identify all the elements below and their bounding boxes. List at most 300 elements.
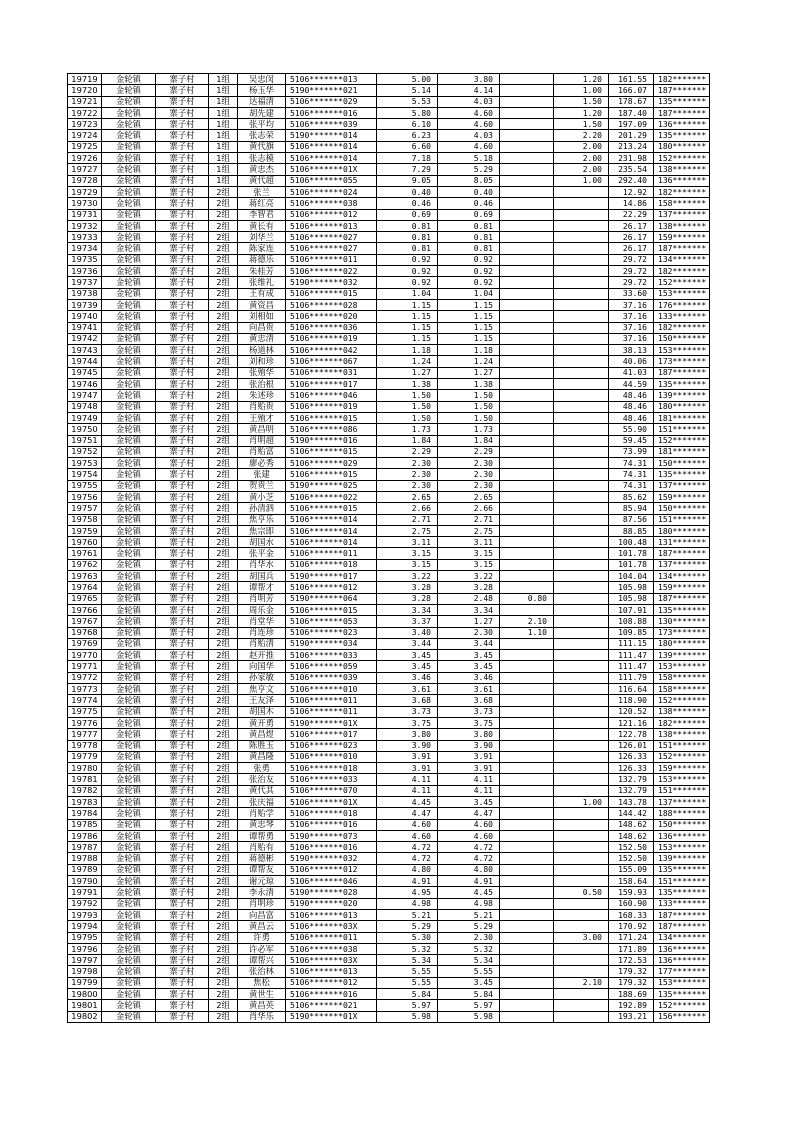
town-cell: 金轮镇	[102, 921, 156, 932]
table-row	[68, 198, 710, 209]
id-number-cell: 5190*******025	[286, 480, 377, 491]
amount-cell: 100.48	[609, 537, 654, 548]
area-b-cell	[500, 966, 554, 977]
area-b-cell	[500, 96, 554, 107]
village-cell: 寨子村	[156, 525, 209, 536]
table-row	[68, 797, 710, 808]
village-cell: 寨子村	[156, 797, 209, 808]
group-cell: 2组	[209, 1011, 238, 1022]
table-row	[68, 729, 710, 740]
name-cell: 张维礼	[238, 277, 286, 288]
id-number-cell: 5106*******03X	[286, 955, 377, 966]
table-row	[68, 288, 710, 299]
phone-cell: 152*******	[654, 435, 710, 446]
table-row	[68, 1000, 710, 1011]
group-cell: 2组	[209, 616, 238, 627]
amount-cell: 37.16	[609, 322, 654, 333]
table-row	[68, 525, 710, 536]
id-number-cell: 5106*******053	[286, 616, 377, 627]
phone-cell: 153*******	[654, 288, 710, 299]
phone-cell: 156*******	[654, 1011, 710, 1022]
amount-cell: 29.72	[609, 254, 654, 265]
area-c-cell	[554, 401, 609, 412]
village-cell: 寨子村	[156, 887, 209, 898]
table-row	[68, 830, 710, 841]
area-a-cell: 2.66	[438, 503, 500, 514]
area-a-cell: 3.28	[438, 582, 500, 593]
group-cell: 1组	[209, 85, 238, 96]
phone-cell: 182*******	[654, 266, 710, 277]
area-c-cell	[554, 311, 609, 322]
name-cell: 许勇	[238, 932, 286, 943]
area-b-cell	[500, 164, 554, 175]
serial-number-cell: 19745	[68, 367, 102, 378]
area-b-cell	[500, 525, 554, 536]
name-cell: 陈胜玉	[238, 740, 286, 751]
area-a-cell: 3.45	[438, 977, 500, 988]
town-cell: 金轮镇	[102, 616, 156, 627]
amount-cell: 121.16	[609, 717, 654, 728]
serial-number-cell: 19756	[68, 491, 102, 502]
serial-number-cell: 19747	[68, 390, 102, 401]
id-number-cell: 5106*******015	[286, 469, 377, 480]
id-number-cell: 5106*******022	[286, 491, 377, 502]
area-c-cell	[554, 277, 609, 288]
area-b-cell	[500, 1011, 554, 1022]
area-a-cell: 4.11	[438, 785, 500, 796]
phone-cell: 151*******	[654, 424, 710, 435]
total-area-cell: 0.81	[377, 232, 438, 243]
amount-cell: 33.60	[609, 288, 654, 299]
name-cell: 肖贻学	[238, 808, 286, 819]
area-a-cell: 4.14	[438, 85, 500, 96]
id-number-cell: 5106*******039	[286, 672, 377, 683]
town-cell: 金轮镇	[102, 593, 156, 604]
village-cell: 寨子村	[156, 277, 209, 288]
village-cell: 寨子村	[156, 198, 209, 209]
serial-number-cell: 19784	[68, 808, 102, 819]
group-cell: 2组	[209, 571, 238, 582]
id-number-cell: 5106*******038	[286, 943, 377, 954]
name-cell: 胡国兵	[238, 571, 286, 582]
id-number-cell: 5106*******015	[286, 446, 377, 457]
table-row	[68, 514, 710, 525]
serial-number-cell: 19798	[68, 966, 102, 977]
total-area-cell: 0.81	[377, 243, 438, 254]
id-number-cell: 5106*******010	[286, 751, 377, 762]
id-number-cell: 5106*******012	[286, 977, 377, 988]
area-b-cell	[500, 266, 554, 277]
area-c-cell	[554, 876, 609, 887]
phone-cell: 151*******	[654, 514, 710, 525]
serial-number-cell: 19783	[68, 797, 102, 808]
total-area-cell: 1.15	[377, 299, 438, 310]
name-cell: 焦松	[238, 977, 286, 988]
total-area-cell: 3.44	[377, 638, 438, 649]
village-cell: 寨子村	[156, 853, 209, 864]
total-area-cell: 0.92	[377, 254, 438, 265]
village-cell: 寨子村	[156, 130, 209, 141]
total-area-cell: 0.92	[377, 277, 438, 288]
name-cell: 张治友	[238, 774, 286, 785]
village-cell: 寨子村	[156, 243, 209, 254]
phone-cell: 137*******	[654, 797, 710, 808]
village-cell: 寨子村	[156, 763, 209, 774]
village-cell: 寨子村	[156, 650, 209, 661]
area-c-cell	[554, 638, 609, 649]
area-c-cell: 0.50	[554, 887, 609, 898]
id-number-cell: 5106*******016	[286, 819, 377, 830]
village-cell: 寨子村	[156, 412, 209, 423]
serial-number-cell: 19731	[68, 209, 102, 220]
amount-cell: 101.78	[609, 548, 654, 559]
group-cell: 2组	[209, 254, 238, 265]
serial-number-cell: 19782	[68, 785, 102, 796]
total-area-cell: 4.80	[377, 864, 438, 875]
phone-cell: 138*******	[654, 164, 710, 175]
amount-cell: 111.15	[609, 638, 654, 649]
town-cell: 金轮镇	[102, 401, 156, 412]
group-cell: 2组	[209, 706, 238, 717]
area-b-cell	[500, 774, 554, 785]
area-b-cell	[500, 390, 554, 401]
town-cell: 金轮镇	[102, 955, 156, 966]
village-cell: 寨子村	[156, 1000, 209, 1011]
village-cell: 寨子村	[156, 943, 209, 954]
phone-cell: 153*******	[654, 661, 710, 672]
village-cell: 寨子村	[156, 209, 209, 220]
area-c-cell: 2.00	[554, 141, 609, 152]
area-a-cell: 5.29	[438, 164, 500, 175]
area-b-cell	[500, 751, 554, 762]
village-cell: 寨子村	[156, 684, 209, 695]
area-a-cell: 3.22	[438, 571, 500, 582]
serial-number-cell: 19781	[68, 774, 102, 785]
serial-number-cell: 19739	[68, 299, 102, 310]
name-cell: 朱桂芳	[238, 266, 286, 277]
total-area-cell: 5.32	[377, 943, 438, 954]
amount-cell: 37.16	[609, 299, 654, 310]
town-cell: 金轮镇	[102, 458, 156, 469]
serial-number-cell: 19796	[68, 943, 102, 954]
area-c-cell	[554, 379, 609, 390]
area-a-cell: 0.92	[438, 254, 500, 265]
table-row	[68, 412, 710, 423]
area-c-cell	[554, 571, 609, 582]
area-c-cell	[554, 774, 609, 785]
amount-cell: 143.78	[609, 797, 654, 808]
town-cell: 金轮镇	[102, 85, 156, 96]
village-cell: 寨子村	[156, 559, 209, 570]
total-area-cell: 1.18	[377, 345, 438, 356]
town-cell: 金轮镇	[102, 141, 156, 152]
area-b-cell	[500, 582, 554, 593]
area-c-cell: 1.00	[554, 797, 609, 808]
id-number-cell: 5190*******032	[286, 853, 377, 864]
table-row	[68, 232, 710, 243]
town-cell: 金轮镇	[102, 661, 156, 672]
area-a-cell: 8.05	[438, 175, 500, 186]
serial-number-cell: 19721	[68, 96, 102, 107]
table-row	[68, 119, 710, 130]
name-cell: 蒋德乐	[238, 254, 286, 265]
phone-cell: 134*******	[654, 571, 710, 582]
village-cell: 寨子村	[156, 548, 209, 559]
name-cell: 黄代其	[238, 785, 286, 796]
area-b-cell	[500, 277, 554, 288]
group-cell: 2组	[209, 559, 238, 570]
village-cell: 寨子村	[156, 842, 209, 853]
area-c-cell	[554, 345, 609, 356]
id-number-cell: 5106*******014	[286, 525, 377, 536]
town-cell: 金轮镇	[102, 209, 156, 220]
area-c-cell	[554, 288, 609, 299]
table-row	[68, 277, 710, 288]
area-b-cell	[500, 672, 554, 683]
total-area-cell: 2.30	[377, 469, 438, 480]
phone-cell: 180*******	[654, 141, 710, 152]
area-b-cell	[500, 153, 554, 164]
amount-cell: 152.50	[609, 842, 654, 853]
table-row	[68, 763, 710, 774]
group-cell: 2组	[209, 593, 238, 604]
table-row	[68, 909, 710, 920]
area-c-cell	[554, 785, 609, 796]
area-c-cell	[554, 491, 609, 502]
name-cell: 蒋德彬	[238, 853, 286, 864]
area-b-cell	[500, 311, 554, 322]
area-b-cell	[500, 424, 554, 435]
name-cell: 黄忠清	[238, 333, 286, 344]
village-cell: 寨子村	[156, 627, 209, 638]
phone-cell: 135*******	[654, 96, 710, 107]
village-cell: 寨子村	[156, 401, 209, 412]
id-number-cell: 5106*******011	[286, 932, 377, 943]
area-b-cell	[500, 808, 554, 819]
serial-number-cell: 19802	[68, 1011, 102, 1022]
village-cell: 寨子村	[156, 729, 209, 740]
total-area-cell: 0.40	[377, 186, 438, 197]
phone-cell: 180*******	[654, 401, 710, 412]
serial-number-cell: 19797	[68, 955, 102, 966]
phone-cell: 139*******	[654, 853, 710, 864]
name-cell: 肖华乐	[238, 1011, 286, 1022]
town-cell: 金轮镇	[102, 740, 156, 751]
name-cell: 孙清泗	[238, 503, 286, 514]
phone-cell: 187*******	[654, 367, 710, 378]
name-cell: 黄忠杰	[238, 164, 286, 175]
total-area-cell: 3.15	[377, 559, 438, 570]
name-cell: 张治根	[238, 379, 286, 390]
amount-cell: 107.91	[609, 604, 654, 615]
name-cell: 焦亨乐	[238, 514, 286, 525]
group-cell: 2组	[209, 537, 238, 548]
area-a-cell: 1.18	[438, 345, 500, 356]
area-a-cell: 4.72	[438, 853, 500, 864]
table-row	[68, 141, 710, 152]
serial-number-cell: 19746	[68, 379, 102, 390]
table-row	[68, 571, 710, 582]
id-number-cell: 5190*******016	[286, 435, 377, 446]
town-cell: 金轮镇	[102, 379, 156, 390]
table-row	[68, 401, 710, 412]
amount-cell: 116.64	[609, 684, 654, 695]
village-cell: 寨子村	[156, 672, 209, 683]
area-b-cell	[500, 367, 554, 378]
amount-cell: 213.24	[609, 141, 654, 152]
group-cell: 2组	[209, 887, 238, 898]
table-row	[68, 379, 710, 390]
village-cell: 寨子村	[156, 356, 209, 367]
amount-cell: 48.46	[609, 390, 654, 401]
serial-number-cell: 19770	[68, 650, 102, 661]
table-row	[68, 921, 710, 932]
total-area-cell: 3.80	[377, 729, 438, 740]
table-row	[68, 661, 710, 672]
group-cell: 2组	[209, 604, 238, 615]
amount-cell: 161.55	[609, 74, 654, 85]
serial-number-cell: 19793	[68, 909, 102, 920]
amount-cell: 108.88	[609, 616, 654, 627]
id-number-cell: 5190*******014	[286, 130, 377, 141]
town-cell: 金轮镇	[102, 819, 156, 830]
area-c-cell	[554, 424, 609, 435]
area-a-cell: 4.03	[438, 130, 500, 141]
group-cell: 2组	[209, 220, 238, 231]
serial-number-cell: 19748	[68, 401, 102, 412]
phone-cell: 152*******	[654, 277, 710, 288]
area-a-cell: 2.30	[438, 458, 500, 469]
area-a-cell: 5.18	[438, 153, 500, 164]
amount-cell: 170.92	[609, 921, 654, 932]
village-cell: 寨子村	[156, 232, 209, 243]
area-c-cell	[554, 706, 609, 717]
phone-cell: 133*******	[654, 311, 710, 322]
phone-cell: 135*******	[654, 469, 710, 480]
name-cell: 张勇	[238, 763, 286, 774]
phone-cell: 187*******	[654, 921, 710, 932]
area-b-cell	[500, 254, 554, 265]
amount-cell: 126.01	[609, 740, 654, 751]
total-area-cell: 1.50	[377, 401, 438, 412]
total-area-cell: 4.47	[377, 808, 438, 819]
total-area-cell: 1.73	[377, 424, 438, 435]
area-c-cell: 3.00	[554, 932, 609, 943]
table-row	[68, 717, 710, 728]
area-c-cell	[554, 921, 609, 932]
name-cell: 向昌富	[238, 909, 286, 920]
town-cell: 金轮镇	[102, 311, 156, 322]
area-c-cell: 2.00	[554, 164, 609, 175]
phone-cell: 153*******	[654, 774, 710, 785]
group-cell: 2组	[209, 650, 238, 661]
town-cell: 金轮镇	[102, 887, 156, 898]
serial-number-cell: 19744	[68, 356, 102, 367]
amount-cell: 158.64	[609, 876, 654, 887]
serial-number-cell: 19794	[68, 921, 102, 932]
total-area-cell: 4.98	[377, 898, 438, 909]
total-area-cell: 3.91	[377, 763, 438, 774]
amount-cell: 74.31	[609, 458, 654, 469]
serial-number-cell: 19719	[68, 74, 102, 85]
area-b-cell	[500, 943, 554, 954]
serial-number-cell: 19769	[68, 638, 102, 649]
group-cell: 2组	[209, 424, 238, 435]
phone-cell: 176*******	[654, 299, 710, 310]
table-row	[68, 299, 710, 310]
group-cell: 2组	[209, 390, 238, 401]
area-c-cell	[554, 525, 609, 536]
total-area-cell: 3.45	[377, 661, 438, 672]
area-a-cell: 0.81	[438, 232, 500, 243]
village-cell: 寨子村	[156, 717, 209, 728]
id-number-cell: 5106*******018	[286, 763, 377, 774]
area-c-cell	[554, 966, 609, 977]
area-c-cell	[554, 254, 609, 265]
town-cell: 金轮镇	[102, 74, 156, 85]
town-cell: 金轮镇	[102, 1000, 156, 1011]
id-number-cell: 5190*******021	[286, 85, 377, 96]
village-cell: 寨子村	[156, 661, 209, 672]
phone-cell: 138*******	[654, 220, 710, 231]
serial-number-cell: 19764	[68, 582, 102, 593]
group-cell: 1组	[209, 130, 238, 141]
area-b-cell	[500, 537, 554, 548]
area-c-cell	[554, 243, 609, 254]
id-number-cell: 5106*******033	[286, 774, 377, 785]
village-cell: 寨子村	[156, 921, 209, 932]
area-a-cell: 1.04	[438, 288, 500, 299]
area-b-cell	[500, 299, 554, 310]
group-cell: 2组	[209, 299, 238, 310]
phone-cell: 150*******	[654, 458, 710, 469]
group-cell: 2组	[209, 367, 238, 378]
table-row	[68, 650, 710, 661]
total-area-cell: 3.15	[377, 548, 438, 559]
name-cell: 赵开推	[238, 650, 286, 661]
amount-cell: 144.42	[609, 808, 654, 819]
amount-cell: 148.62	[609, 830, 654, 841]
serial-number-cell: 19765	[68, 593, 102, 604]
table-row	[68, 356, 710, 367]
name-cell: 吴忠闵	[238, 74, 286, 85]
group-cell: 2组	[209, 966, 238, 977]
area-c-cell	[554, 299, 609, 310]
area-c-cell	[554, 909, 609, 920]
serial-number-cell: 19780	[68, 763, 102, 774]
phone-cell: 138*******	[654, 706, 710, 717]
serial-number-cell: 19755	[68, 480, 102, 491]
area-a-cell: 5.84	[438, 989, 500, 1000]
area-b-cell	[500, 74, 554, 85]
group-cell: 2组	[209, 480, 238, 491]
phone-cell: 133*******	[654, 898, 710, 909]
group-cell: 2组	[209, 266, 238, 277]
group-cell: 2组	[209, 198, 238, 209]
name-cell: 黄代超	[238, 175, 286, 186]
serial-number-cell: 19735	[68, 254, 102, 265]
group-cell: 2组	[209, 717, 238, 728]
total-area-cell: 0.81	[377, 220, 438, 231]
amount-cell: 55.90	[609, 424, 654, 435]
area-a-cell: 1.27	[438, 367, 500, 378]
area-a-cell: 4.03	[438, 96, 500, 107]
total-area-cell: 2.71	[377, 514, 438, 525]
name-cell: 孙家敏	[238, 672, 286, 683]
id-number-cell: 5190*******01X	[286, 1011, 377, 1022]
total-area-cell: 3.46	[377, 672, 438, 683]
total-area-cell: 5.98	[377, 1011, 438, 1022]
